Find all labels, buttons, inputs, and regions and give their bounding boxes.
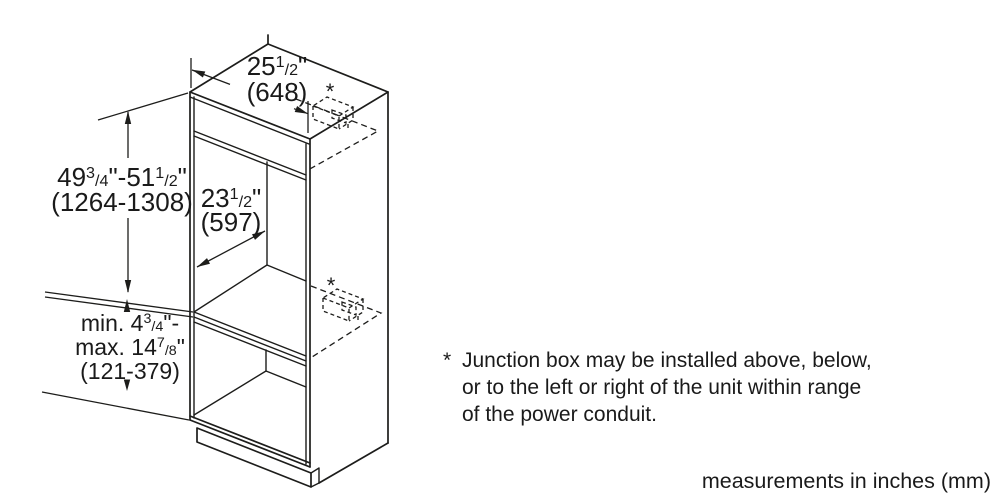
width-arrow-right [295,106,308,114]
opening-top-edge-inner [194,136,306,180]
depth-arrow-front [197,258,210,267]
shelf-front-edge-3 [194,322,306,366]
note-line-3: of the power conduit. [462,403,657,426]
units-note: measurements in inches (mm) [701,469,991,493]
shelf-ext-line [45,292,193,312]
opening-top-edge [194,131,306,175]
height-mm-label: (1264-1308) [51,187,193,217]
clearance-mm-label: (121-379) [80,358,180,384]
floor-edge [319,443,388,483]
note-asterisk: * [443,349,452,372]
shelf-front-edge-2 [194,317,306,361]
conduit-range-middle [311,286,381,357]
height-inches-label: $49^3_{/4}"-51^1_{/2}$" [57,162,187,192]
width-inches-label: $25^1_{/2}$" [246,51,308,81]
asterisk-top: * [325,79,335,104]
note-line-2: or to the left or right of the unit within range [462,376,862,399]
bottom-front-edge [190,416,310,463]
cabinet-interior-lines [190,97,319,487]
bottom-front-edge-2 [190,420,310,467]
asterisk-middle: * [326,273,336,298]
height-arrow-down [125,280,131,293]
clearance-max-label: max. $14^7_{/8}$" [75,334,185,360]
depth-inches-label: $23^1_{/2}$" [200,183,262,213]
plinth-step [311,468,319,487]
depth-mm-label: (597) [200,207,262,237]
width-mm-label: (648) [246,77,308,107]
note-line-1 [443,347,872,374]
clearance-min-label: min. $4^3_{/4}"-$ [80,310,180,336]
conduit-fan-middle [311,286,381,357]
height-arrow-up [125,111,131,124]
width-arrow-left [192,70,205,78]
note-line-1-text: Junction box may be installed above, below, [462,349,872,372]
height-ext-top [98,93,188,120]
junction-box-note [443,347,872,428]
shelf-surface [194,265,306,312]
bottom-ext-line [42,392,189,420]
lower-floor-surface [194,371,306,415]
shelf-front-edge [194,312,306,356]
